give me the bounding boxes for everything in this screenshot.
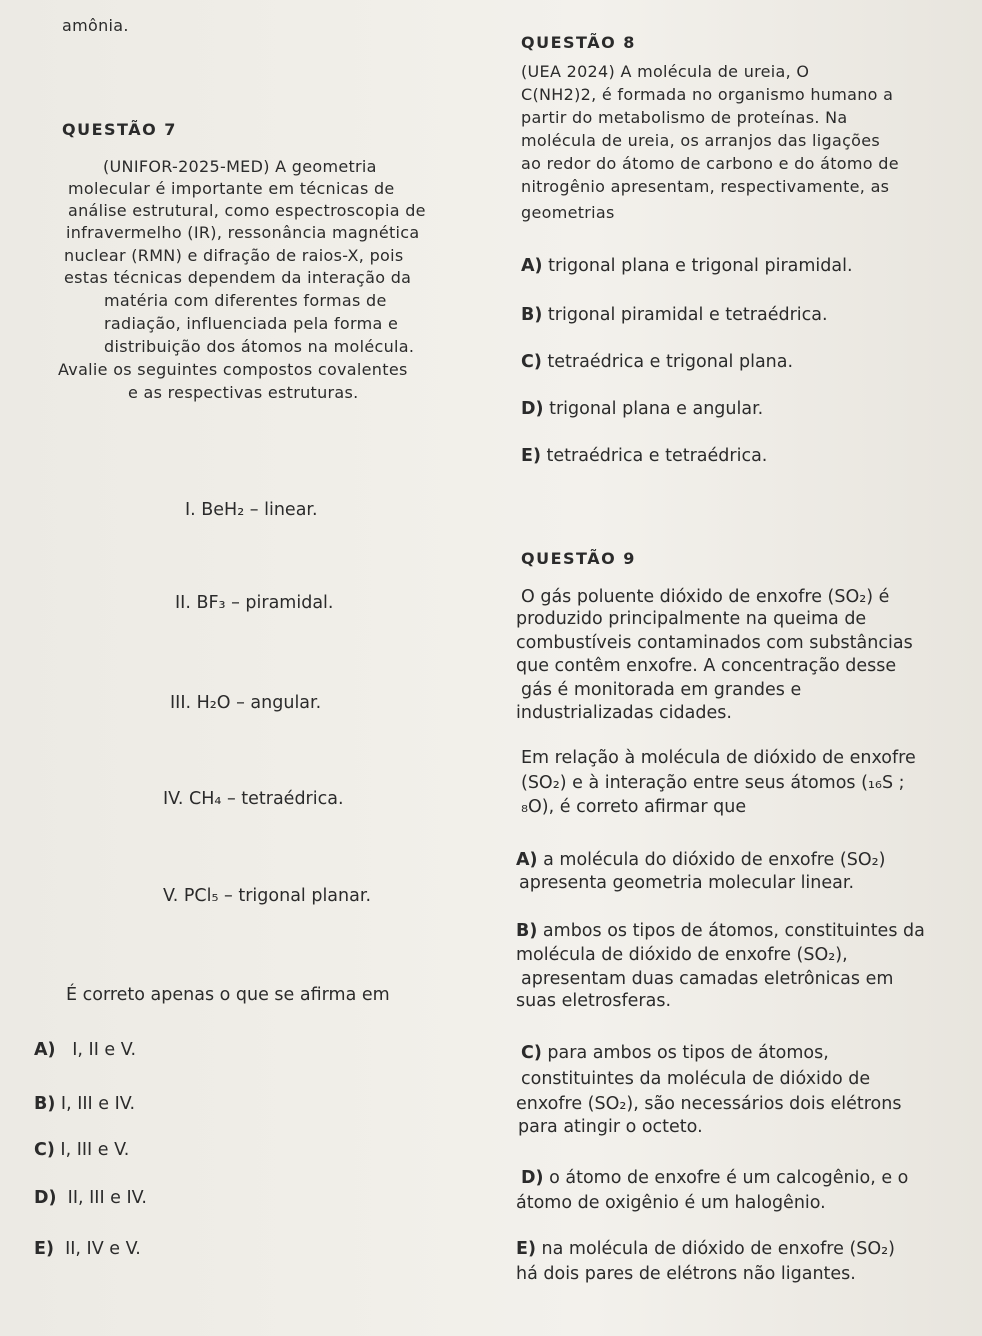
option-text: trigonal plana e trigonal piramidal.: [548, 256, 853, 276]
q9-stem-line: industrializadas cidades.: [516, 703, 732, 723]
q8-option-d[interactable]: [521, 399, 763, 419]
option-letter: A): [516, 850, 538, 870]
option-text: ambos os tipos de átomos, constituintes da: [542, 921, 925, 941]
option-text: I, III e IV.: [60, 1094, 136, 1114]
option-letter: E): [516, 1239, 536, 1259]
q7-option-b[interactable]: [34, 1094, 135, 1114]
q8-stem-line: C(NH2)2, é formada no organismo humano a: [521, 85, 894, 104]
option-text: o átomo de enxofre é um calcogênio, e o: [549, 1168, 909, 1188]
q7-item-iii: III. H₂O – angular.: [170, 693, 322, 713]
q7-item-v: V. PCl₅ – trigonal planar.: [163, 886, 372, 906]
option-text: II, III e IV.: [67, 1188, 147, 1208]
top-left-fragment: amônia.: [62, 16, 129, 35]
q7-option-c[interactable]: [34, 1140, 129, 1160]
option-line: para atingir o octeto.: [518, 1117, 703, 1137]
option-letter: D): [521, 1168, 544, 1188]
option-letter: B): [516, 921, 538, 941]
q7-stem-line: infravermelho (IR), ressonância magnética: [66, 223, 420, 242]
q7-stem-line: distribuição dos átomos na molécula.: [104, 337, 415, 356]
q9-stem-line: gás é monitorada em grandes e: [521, 680, 802, 700]
option-text: trigonal plana e angular.: [549, 399, 764, 419]
q7-option-a[interactable]: [34, 1040, 136, 1060]
option-letter: E): [34, 1239, 54, 1259]
q9-stem2-line: ₈O), é correto afirmar que: [521, 797, 747, 817]
option-text: tetraédrica e tetraédrica.: [546, 446, 768, 466]
q9-stem2-line: Em relação à molécula de dióxido de enxofre: [521, 748, 916, 768]
q8-stem-line: (UEA 2024) A molécula de ureia, O: [521, 62, 810, 81]
q9-stem-line: que contêm enxofre. A concentração desse: [516, 656, 897, 676]
option-line: enxofre (SO₂), são necessários dois elétrons: [516, 1094, 902, 1114]
option-letter: C): [34, 1140, 55, 1160]
option-line: [521, 1043, 829, 1063]
q9-stem-line: produzido principalmente na queima de: [516, 609, 867, 629]
option-line: [521, 1168, 908, 1188]
q7-stem-line: estas técnicas dependem da interação da: [64, 268, 412, 287]
option-letter: E): [521, 446, 541, 466]
q9-stem2-line: (SO₂) e à interação entre seus átomos (₁₆S ;: [521, 773, 905, 793]
option-letter: D): [34, 1188, 57, 1208]
option-letter: C): [521, 352, 542, 372]
q7-stem-line: molecular é importante em técnicas de: [68, 179, 395, 198]
option-letter: B): [521, 305, 543, 325]
q7-stem-line: nuclear (RMN) e difração de raios-X, pois: [64, 246, 404, 265]
option-letter: D): [521, 399, 544, 419]
option-letter: C): [521, 1043, 542, 1063]
option-line: átomo de oxigênio é um halogênio.: [516, 1193, 826, 1213]
q8-stem-line: ao redor do átomo de carbono e do átomo de: [521, 154, 899, 173]
option-text: tetraédrica e trigonal plana.: [547, 352, 794, 372]
option-text: na molécula de dióxido de enxofre (SO₂): [541, 1239, 896, 1259]
q9-stem-line: O gás poluente dióxido de enxofre (SO₂) é: [521, 587, 890, 607]
option-line: constituintes da molécula de dióxido de: [521, 1069, 871, 1089]
option-letter: B): [34, 1094, 56, 1114]
q8-option-c[interactable]: [521, 352, 793, 372]
q7-option-d[interactable]: [34, 1188, 147, 1208]
option-text: I, III e V.: [60, 1140, 130, 1160]
q8-stem-line: geometrias: [521, 203, 615, 222]
option-line: suas eletrosferas.: [516, 991, 672, 1011]
option-text: para ambos os tipos de átomos,: [547, 1043, 829, 1063]
q8-stem-line: molécula de ureia, os arranjos das ligações: [521, 131, 881, 150]
option-letter: A): [521, 256, 543, 276]
option-letter: A): [34, 1040, 56, 1060]
option-line: [516, 1239, 895, 1259]
option-line: [516, 850, 885, 870]
q7-item-i: I. BeH₂ – linear.: [185, 500, 318, 520]
q7-stem-line: e as respectivas estruturas.: [128, 383, 359, 402]
q7-prompt: É correto apenas o que se afirma em: [66, 985, 390, 1005]
q8-stem-line: nitrogênio apresentam, respectivamente, as: [521, 177, 890, 196]
q8-heading: QUESTÃO 8: [521, 33, 636, 52]
q7-heading: QUESTÃO 7: [62, 120, 177, 139]
option-line: apresenta geometria molecular linear.: [519, 873, 855, 893]
q9-stem-line: combustíveis contaminados com substâncias: [516, 633, 913, 653]
option-text: II, IV e V.: [65, 1239, 141, 1259]
q8-option-b[interactable]: [521, 305, 828, 325]
q7-stem-line: matéria com diferentes formas de: [104, 291, 387, 310]
q7-item-iv: IV. CH₄ – tetraédrica.: [163, 789, 344, 809]
q8-stem-line: partir do metabolismo de proteínas. Na: [521, 108, 848, 127]
q8-option-e[interactable]: [521, 446, 767, 466]
option-line: há dois pares de elétrons não ligantes.: [516, 1264, 856, 1284]
q7-stem-line: radiação, influenciada pela forma e: [104, 314, 399, 333]
q7-item-ii: II. BF₃ – piramidal.: [175, 593, 334, 613]
option-text: trigonal piramidal e tetraédrica.: [547, 305, 828, 325]
option-text: I, II e V.: [72, 1040, 137, 1060]
q7-option-e[interactable]: [34, 1239, 141, 1259]
q8-option-a[interactable]: [521, 256, 853, 276]
option-line: apresentam duas camadas eletrônicas em: [521, 969, 894, 989]
q7-stem-line: análise estrutural, como espectroscopia de: [68, 201, 426, 220]
q7-stem-line: (UNIFOR-2025-MED) A geometria: [103, 157, 377, 176]
option-line: molécula de dióxido de enxofre (SO₂),: [516, 945, 848, 965]
q7-stem-line: Avalie os seguintes compostos covalentes: [58, 360, 408, 379]
option-text: a molécula do dióxido de enxofre (SO₂): [543, 850, 886, 870]
q9-heading: QUESTÃO 9: [521, 549, 636, 568]
option-line: [516, 921, 925, 941]
